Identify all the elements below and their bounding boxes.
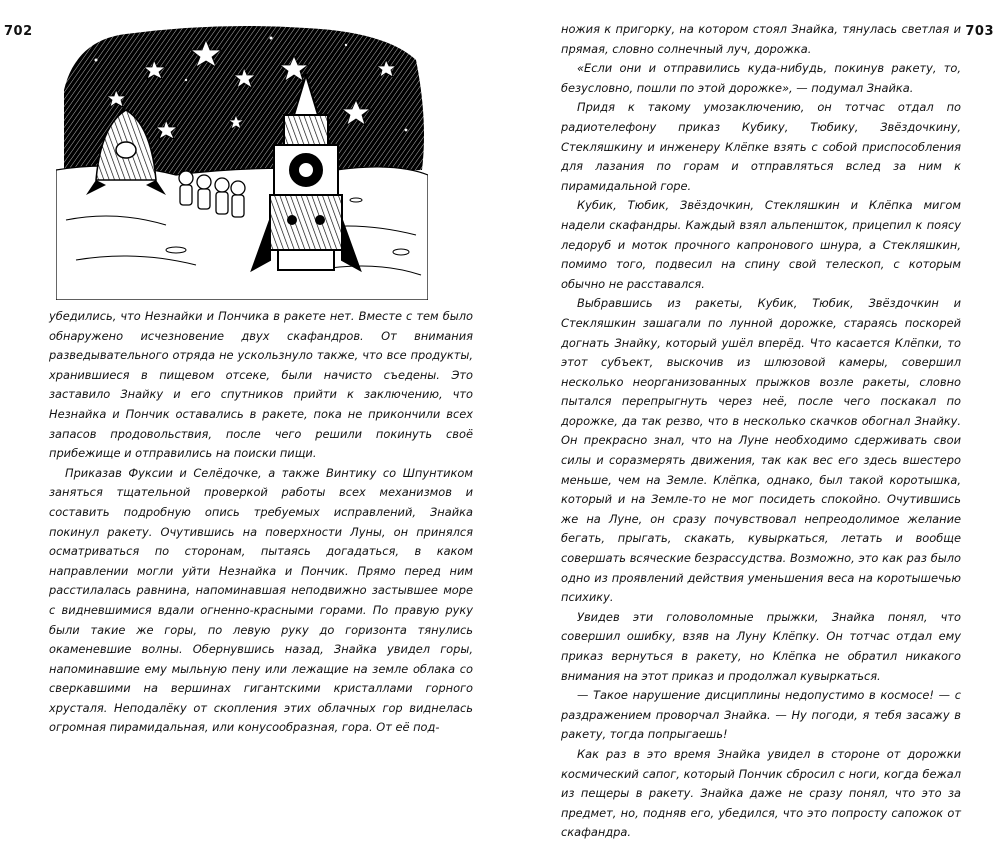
right-paragraph-3: Придя к такому умозаключению, он тотчас отдал по радиотелефону приказ Кубику, Тюбику, Звёздочкину, Стекляшкину и инженеру Клёпке взять с собой приспособления для лазания по горам и отправляться вслед за ним к пирамидальной горе. (561, 100, 961, 193)
right-paragraph-4: Кубик, Тюбик, Звёздочкин, Стекляшкин и Клёпка мигом надели скафандры. Каждый взял альпеншток, прицепил к поясу ледоруб и моток прочного капронового шнура, а Стекляшкин, помимо того, подвесил на спину свой телескоп, с которым обычно не расставался. (561, 198, 961, 291)
right-page-number: 703 (965, 24, 994, 39)
left-paragraph-2: Приказав Фуксии и Селёдочке, а также Винтику со Шпунтиком заняться тщательной проверкой работы всех механизмов и составить подробную опись требуемых исправлений, Знайка покинул ракету. Очутившись на поверхности Луны, он принялся осматриваться по сторонам, пытаясь догадаться, в каком направлении могли уйти Незнайка и Пончик. Прямо перед ним расстилалась равнина, напоминавшая неподвижно застывшее море с видневшимися вдали огненно-красными горами. По правую руку были такие же горы, по левую руку до горизонта тянулись окаменевшие волны. Обернувшись назад, Знайка увидел горы, напоминавшие ему мыльную пену или лежащие на земле облака со сверкавшими на вершинах гигантскими кристаллами горного хрусталя. Неподалёку от скопления этих облачных гор виднелась огромная пирамидальная, или конусообразная, гора. От её под- (49, 465, 473, 735)
right-paragraph-5: Выбравшись из ракеты, Кубик, Тюбик, Звёздочкин и Стекляшкин зашагали по лунной дорожке, стараясь поскорей догнать Знайку, который ушёл вперёд. Что касается Клёпки, то этот субъект, выскочив из шлюзовой камеры, совершил несколько неорганизованных прыжков возле ракеты, словно пытался перепрыгнуть через неё, после чего поскакал по дорожке, да так резво, что в несколько скачков обогнал Знайку. Он прекрасно знал, что на Луне необходимо сдерживать свои силы и соразмерять движения, так как вес его здесь вшестеро меньше, чем на Земле. Клёпка, однако, был такой коротышка, который и на Земле-то не мог посидеть спокойно. Очутившись же на Луне, он сразу почувствовал непреодолимое желание бегать, прыгать, скакать, кувыркаться, летать и вообще совершать всяческие безрассудства. Возможно, это как раз было одно из проявлений действия уменьшения веса на коротышечью психику. (561, 296, 961, 605)
right-paragraph-1: ножия к пригорку, на котором стоял Знайка, тянулась светлая и прямая, словно солнечный луч, дорожка. (561, 22, 961, 56)
right-paragraph-7: — Такое нарушение дисциплины недопустимо в космосе! — с раздражением проворчал Знайка. — Ну погоди, я тебя засажу в ракету, тогда попрыгаешь! (561, 688, 961, 742)
right-paragraph-2: «Если они и отправились куда-нибудь, покинув ракету, то, безусловно, пошли по этой дорожке», — подумал Знайка. (561, 61, 961, 95)
right-page-text (561, 20, 961, 843)
right-paragraph-6: Увидев эти головоломные прыжки, Знайка понял, что совершил ошибку, взяв на Луну Клёпку. Он тотчас отдал ему приказ вернуться в ракету, но Клёпка не обратил никакого внимания на этот приказ и продолжал кувыркаться. (561, 609, 961, 683)
left-page-number: 702 (4, 24, 33, 39)
lunar-rocket-illustration (56, 20, 428, 300)
left-paragraph-1: убедились, что Незнайки и Пончика в ракете нет. Вместе с тем было обнаружено исчезновение двух скафандров. От внимания разведывательного отряда не ускользнуло также, что все продукты, хранившиеся в пищевом отсеке, были начисто съедены. Это заставило Знайку и его спутников прийти к заключению, что Незнайка и Пончик оставались в ракете, пока не прикончили всех запасов продовольствия, после чего решили покинуть своё прибежище и отправились на поиски пищи. (49, 309, 473, 461)
right-paragraph-8: Как раз в это время Знайка увидел в стороне от дорожки космический сапог, который Пончик сбросил с ноги, когда бежал из пещеры в ракету. Знайка даже не сразу понял, что это за предмет, но, подняв его, убедился, что это попросту сапожок от скафандра. (561, 746, 961, 840)
left-page-text (49, 307, 473, 738)
